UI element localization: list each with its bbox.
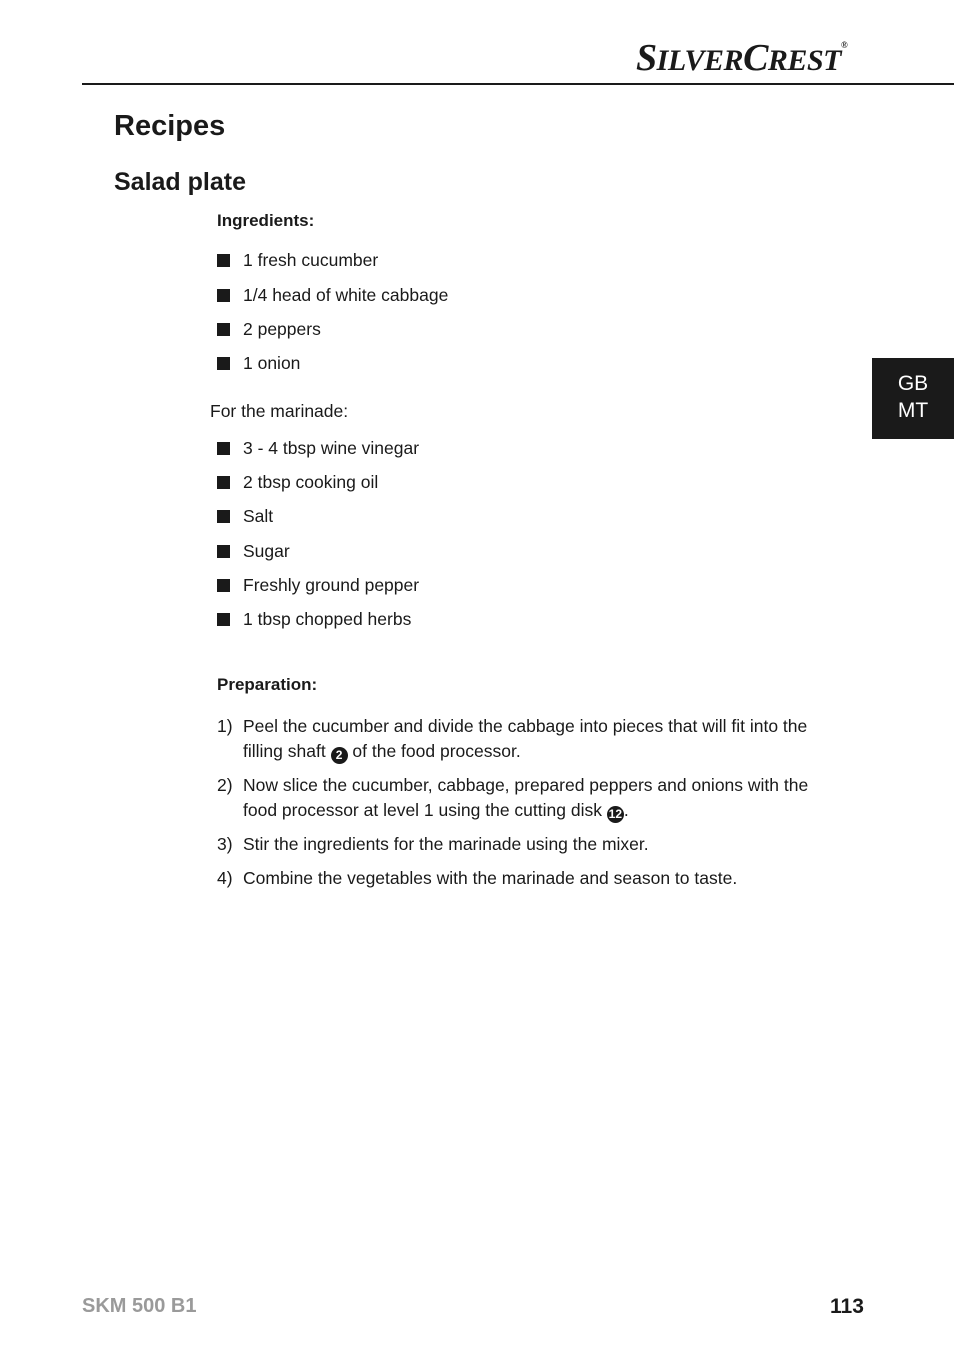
step: 3) Stir the ingredients for the marinade using the mixer. xyxy=(217,834,649,854)
marinade-label: For the marinade: xyxy=(210,401,349,421)
preparation-label: Preparation: xyxy=(217,675,318,694)
ingredients-label: Ingredients: xyxy=(217,211,315,230)
step: 1) Peel the cucumber and divide the cabbage into pieces that will fit into the filling shaft 2 of the food processor. xyxy=(217,716,808,762)
list-item: 1/4 head of white cabbage xyxy=(217,285,448,306)
list-item: 3 - 4 tbsp wine vinegar xyxy=(217,438,419,459)
brand-logo: SILVERCREST® xyxy=(636,37,848,79)
bullet-square-icon xyxy=(217,289,230,302)
footer-model: SKM 500 B1 xyxy=(82,1295,197,1317)
section-title: Salad plate xyxy=(114,168,246,196)
bullet-square-icon xyxy=(217,476,230,489)
list-item: 1 fresh cucumber xyxy=(217,250,378,271)
bullet-square-icon xyxy=(217,357,230,370)
list-item: Sugar xyxy=(217,541,290,562)
list-item: 1 onion xyxy=(217,353,300,374)
list-item: Salt xyxy=(217,506,273,527)
reference-number-icon: 2 xyxy=(331,747,348,764)
list-item: 1 tbsp chopped herbs xyxy=(217,609,411,630)
bullet-square-icon xyxy=(217,545,230,558)
language-tab: GB MT xyxy=(872,358,954,439)
step: 4) Combine the vegetables with the marinade and season to taste. xyxy=(217,868,738,888)
bullet-square-icon xyxy=(217,613,230,626)
bullet-square-icon xyxy=(217,442,230,455)
list-item: Freshly ground pepper xyxy=(217,575,419,596)
page-number: 113 xyxy=(830,1295,864,1318)
bullet-square-icon xyxy=(217,579,230,592)
reference-number-icon: 12 xyxy=(608,807,622,821)
bullet-square-icon xyxy=(217,510,230,523)
list-item: 2 tbsp cooking oil xyxy=(217,472,378,493)
header-rule xyxy=(82,83,954,85)
list-item: 2 peppers xyxy=(217,319,321,340)
page-title: Recipes xyxy=(114,110,226,142)
bullet-square-icon xyxy=(217,323,230,336)
bullet-square-icon xyxy=(217,254,230,267)
step: 2) Now slice the cucumber, cabbage, prepared peppers and onions with the food processor at level 1 using the cutting disk 12 . xyxy=(217,775,809,821)
